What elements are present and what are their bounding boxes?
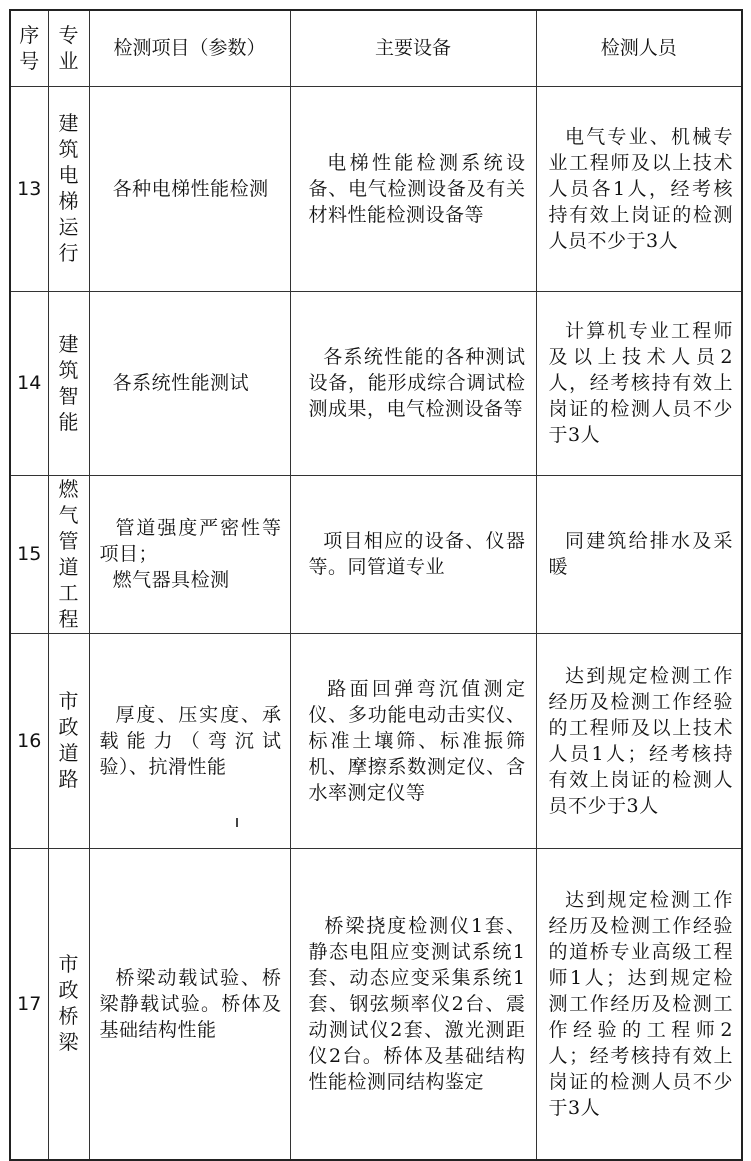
header-major-cell (48, 10, 89, 86)
row-item: 各种电梯性能检测 (99, 177, 269, 200)
row-staff: 达到规定检测工作经历及检测工作经验的工程师及以上技术人员1人；经考核持有效上岗证的检测人员不少于3人 (548, 664, 733, 817)
row-major-cell (48, 633, 89, 848)
row-seq: 16 (10, 633, 48, 848)
row-major-cell (48, 475, 89, 633)
row-item: 厚度、压实度、承载能力（弯沉试验）、抗滑性能 (99, 703, 282, 778)
row-equipment-cell (290, 633, 536, 848)
row-item-cell (89, 291, 290, 475)
row-equipment: 电梯性能检测系统设备、电气检测设备及有关材料性能检测设备等 (308, 151, 526, 226)
row-major-cell (48, 848, 89, 1160)
row-equipment-cell (290, 291, 536, 475)
table-row (10, 86, 742, 291)
row-item-cell (89, 848, 290, 1160)
row-staff-cell (536, 848, 742, 1160)
row-major-cell (48, 86, 89, 291)
row-equipment: 路面回弹弯沉值测定仪、多功能电动击实仪、标准土壤筛、标准振筛机、摩擦系数测定仪、含水率测定仪等 (308, 677, 526, 804)
row-equipment-cell (290, 86, 536, 291)
row-equipment-cell (290, 475, 536, 633)
row-equipment: 各系统性能的各种测试设备，能形成综合调试检测成果，电气检测设备等 (308, 346, 526, 420)
scan-mark (236, 818, 238, 827)
row-item: 各系统性能测试 (99, 372, 250, 394)
row-staff-cell (536, 475, 742, 633)
header-equipment: 主要设备 (374, 37, 451, 60)
row-seq: 13 (10, 86, 48, 291)
header-major: 专业 (58, 22, 79, 73)
header-staff: 检测人员 (600, 37, 677, 60)
header-item: 检测项目（参数） (113, 37, 266, 60)
row-major: 建筑电梯运行 (58, 111, 79, 265)
row-item-cell (89, 633, 290, 848)
header-seq-cell (10, 10, 48, 86)
row-seq: 14 (10, 291, 48, 475)
row-staff: 同建筑给排水及采暖 (548, 530, 733, 578)
row-staff: 达到规定检测工作经历及检测工作经验的道桥专业高级工程师1人；达到规定检测工作经历及检测工作经验的工程师2人；经考核持有效上岗证的检测人员不少于3人 (548, 888, 733, 1119)
table-row (10, 291, 742, 475)
row-staff: 电气专业、机械专业工程师及以上技术人员各1人，经考核持有效上岗证的检测人员不少于3人 (548, 125, 733, 252)
table-header-row (10, 10, 742, 86)
row-major-cell (48, 291, 89, 475)
header-seq: 序号 (19, 22, 40, 73)
row-staff-cell (536, 291, 742, 475)
header-staff-cell (536, 10, 742, 86)
row-seq: 17 (10, 848, 48, 1160)
table-row (10, 848, 742, 1160)
table-row (10, 633, 742, 848)
row-staff: 计算机专业工程师及以上技术人员2人，经考核持有效上岗证的检测人员不少于3人 (548, 320, 733, 446)
header-equipment-cell (290, 10, 536, 86)
row-staff-cell (536, 86, 742, 291)
row-item-cell (89, 475, 290, 633)
row-seq: 15 (10, 475, 48, 633)
row-equipment: 桥梁挠度检测仪1套、静态电阻应变测试系统1套、动态应变采集系统1套、钢弦频率仪2台、震动测试仪2套、激光测距仪2台。桥体及基础结构性能检测同结构鉴定 (308, 914, 526, 1093)
row-equipment-cell (290, 848, 536, 1160)
header-item-cell (89, 10, 290, 86)
row-major: 市政桥梁 (58, 952, 79, 1055)
row-major: 建筑智能 (58, 331, 79, 434)
testing-requirements-table (9, 9, 743, 1161)
row-item: 管道强度严密性等项目； 燃气器具检测 (99, 517, 282, 591)
row-staff-cell (536, 633, 742, 848)
row-major: 市政道路 (58, 689, 79, 791)
row-equipment: 项目相应的设备、仪器等。同管道专业 (308, 530, 526, 578)
table-row (10, 475, 742, 633)
row-item-cell (89, 86, 290, 291)
row-item: 桥梁动载试验、桥梁静载试验。桥体及基础结构性能 (99, 966, 282, 1041)
row-major: 燃气管道工程 (58, 476, 79, 631)
